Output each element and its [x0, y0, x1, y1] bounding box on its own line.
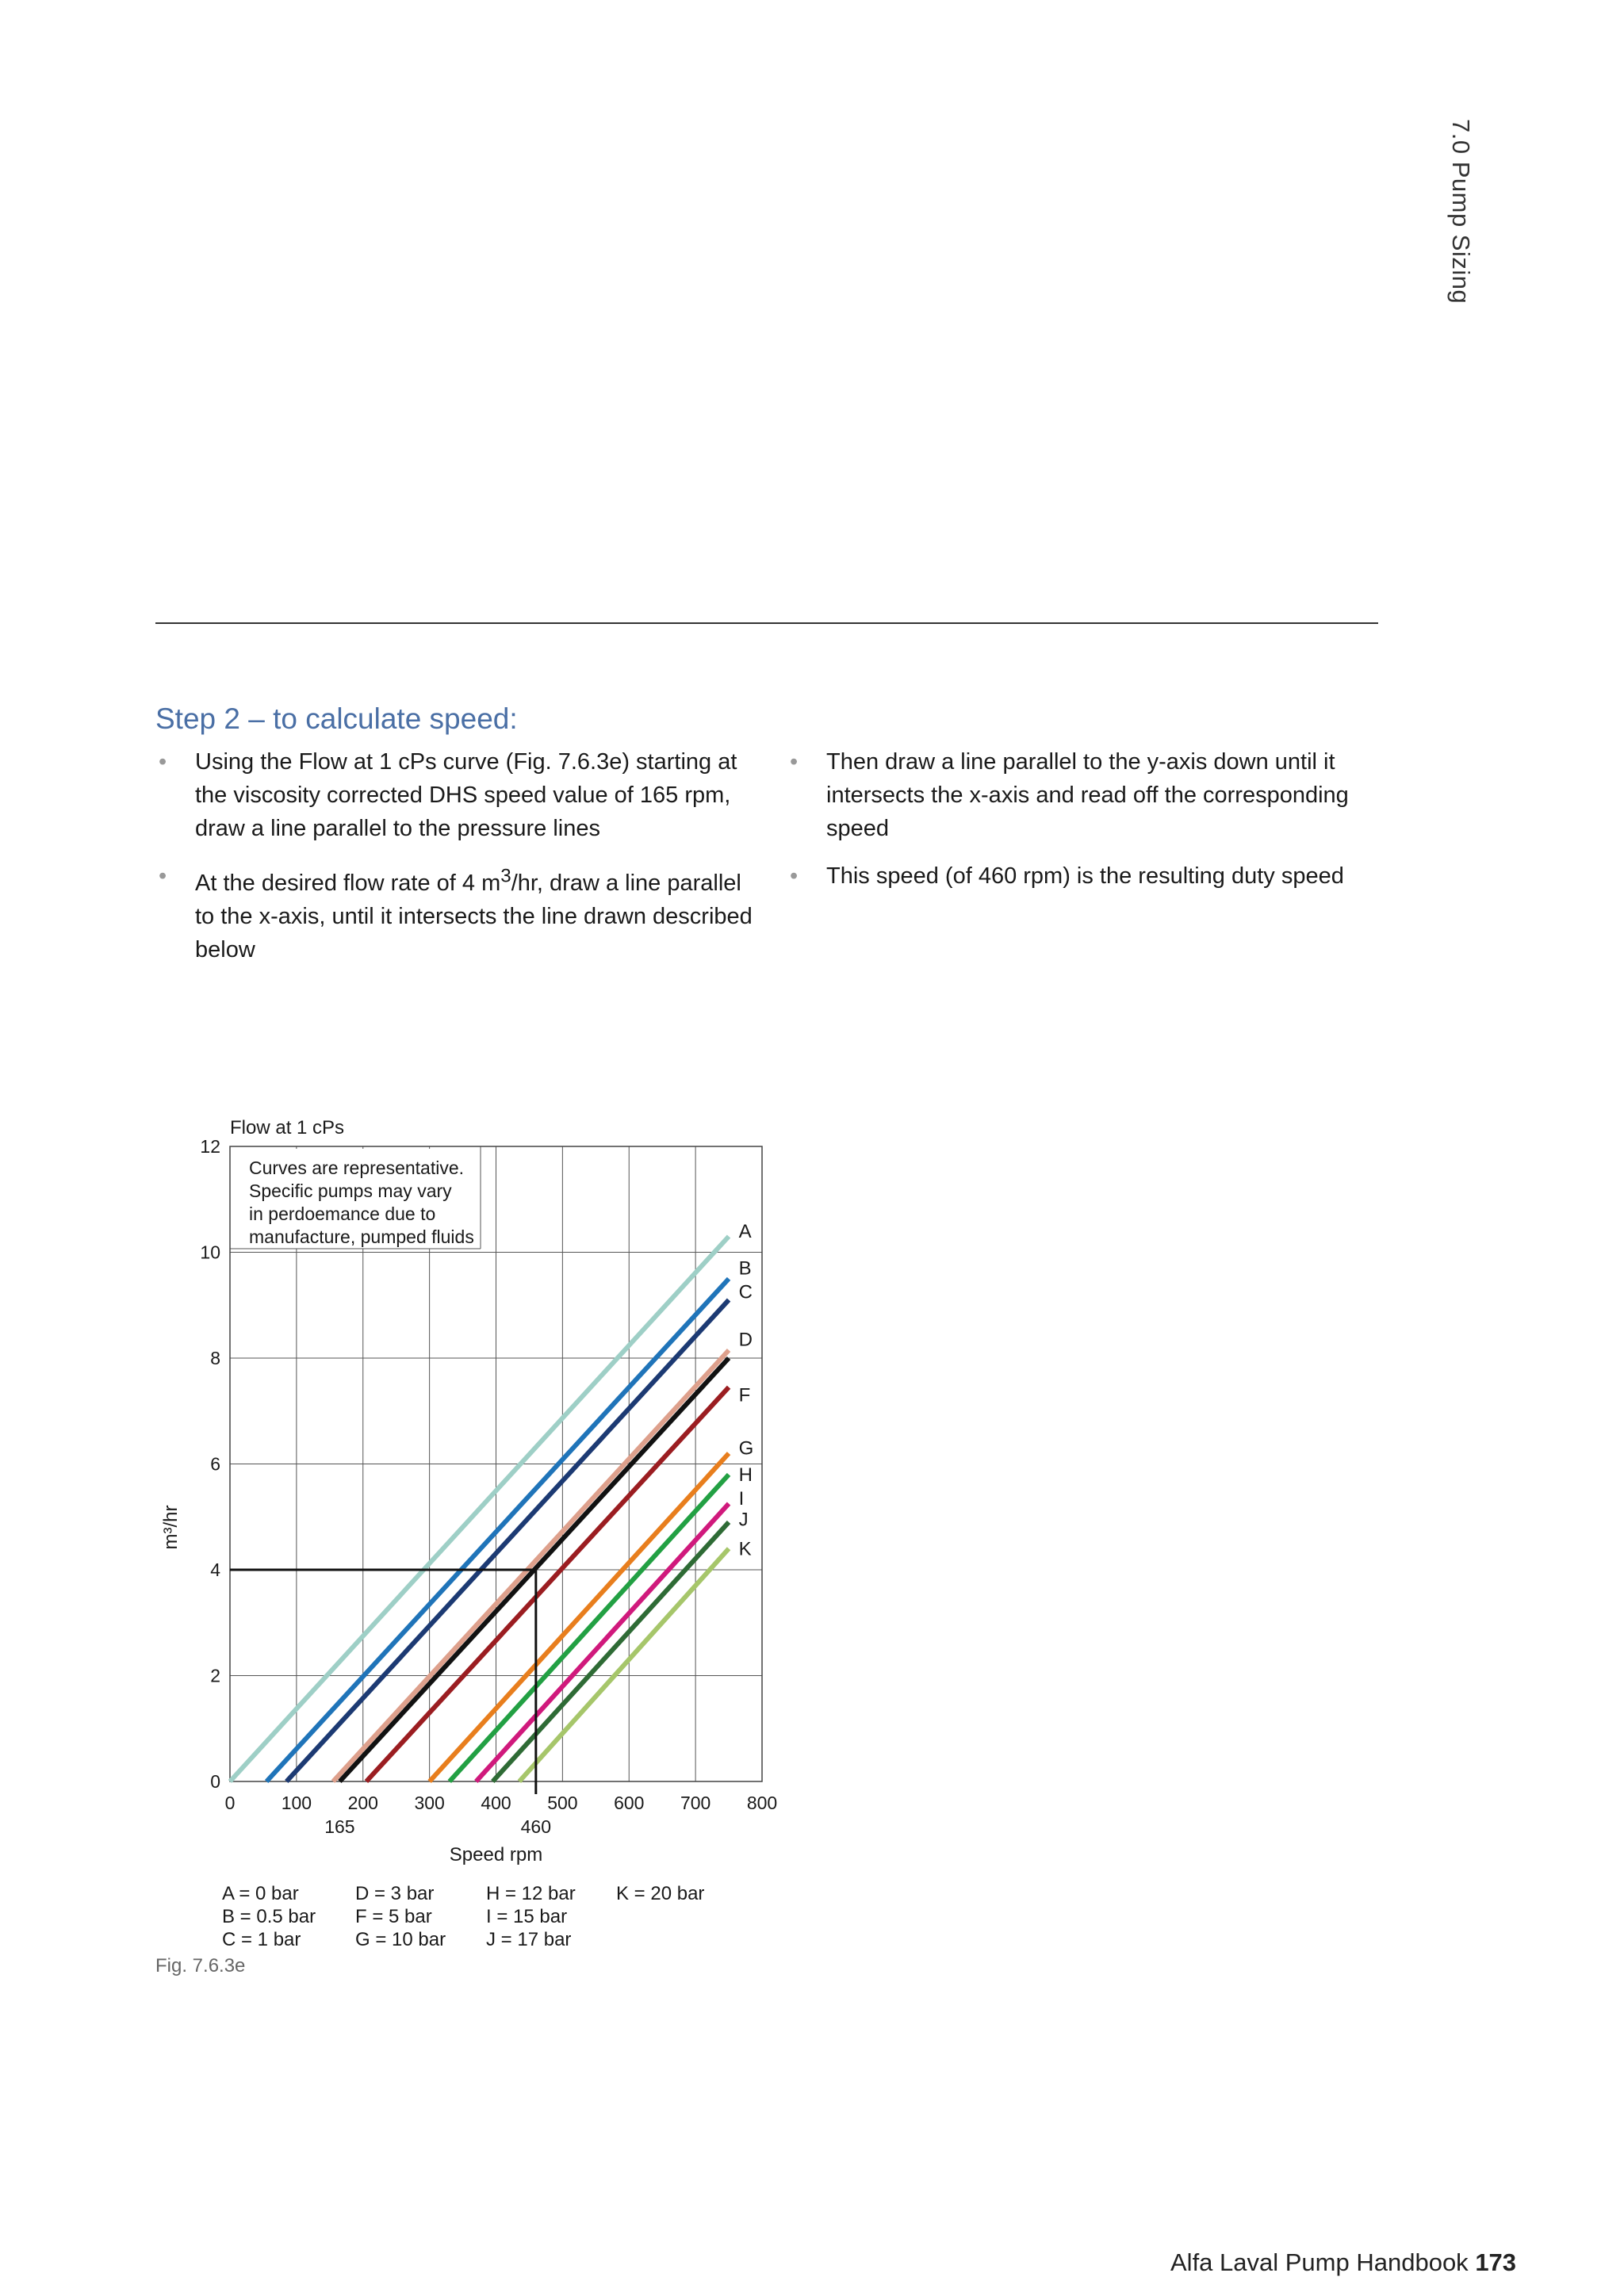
curve-label-h: H: [738, 1464, 753, 1486]
bullet-list-right: [787, 745, 1389, 907]
bullet-text: Then draw a line parallel to the y-axis down until it intersects the x-axis and read off the corresponding speed: [826, 749, 1349, 841]
x-tick-label: 200: [347, 1793, 378, 1813]
footer-title: Alfa Laval Pump Handbook: [1170, 2248, 1469, 2276]
legend-entry: J = 17 bar: [486, 1929, 572, 1950]
y-tick-label: 10: [200, 1242, 220, 1263]
curve-label-i: I: [738, 1487, 745, 1510]
curve-label-d: D: [738, 1329, 753, 1351]
legend-column: [355, 1882, 446, 1951]
bullet-dot-icon: •: [790, 749, 799, 775]
x-tick-label: 600: [614, 1793, 645, 1813]
series-line-c: [286, 1300, 729, 1781]
y-axis-label: m³/hr: [160, 1505, 182, 1550]
step-heading: Step 2 – to calculate speed:: [155, 702, 518, 735]
bullet-dot-icon: •: [790, 863, 799, 889]
x-tick-label: 300: [414, 1793, 445, 1813]
series-line-a: [230, 1236, 729, 1781]
series-line-j: [492, 1522, 729, 1781]
chart-note-line: manufacture, pumped fluids: [249, 1226, 474, 1247]
page-number: 173: [1475, 2248, 1517, 2276]
legend-column: [222, 1882, 316, 1951]
legend-column: [616, 1882, 704, 1905]
y-tick-label: 4: [210, 1559, 220, 1580]
bullet-text: This speed (of 460 rpm) is the resulting duty speed: [826, 863, 1344, 889]
flow-chart-svg: [155, 1102, 814, 1879]
bullet-item: [787, 745, 1389, 845]
x-tick-label: 800: [746, 1793, 778, 1813]
legend-entry: C = 1 bar: [222, 1929, 301, 1950]
chart-note-line: Specific pumps may vary: [249, 1181, 452, 1201]
y-tick-label: 2: [210, 1665, 220, 1686]
legend-entry: I = 15 bar: [486, 1906, 568, 1927]
legend-entry: H = 12 bar: [486, 1883, 576, 1904]
bullet-item: [787, 859, 1389, 893]
legend-entry: D = 3 bar: [355, 1883, 435, 1904]
x-marker-label: 460: [520, 1816, 552, 1837]
legend-entry: F = 5 bar: [355, 1906, 432, 1927]
curve-label-a: A: [738, 1220, 752, 1242]
legend-column: [486, 1882, 576, 1951]
legend-entry: A = 0 bar: [222, 1883, 299, 1904]
horizontal-rule: [155, 622, 1378, 624]
legend-entry: B = 0.5 bar: [222, 1906, 316, 1927]
series-line-i: [476, 1504, 729, 1781]
bullet-item: [155, 745, 758, 845]
bullet-dot-icon: •: [159, 863, 167, 889]
chart-title: Flow at 1 cPs: [230, 1117, 345, 1138]
x-marker-label: 165: [324, 1816, 355, 1837]
x-tick-label: 100: [281, 1793, 312, 1813]
curve-label-g: G: [738, 1437, 754, 1460]
y-tick-label: 6: [210, 1453, 220, 1475]
legend-entry: G = 10 bar: [355, 1929, 446, 1950]
x-tick-label: 700: [680, 1793, 711, 1813]
bullet-list-left: [155, 745, 758, 981]
y-tick-label: 0: [210, 1771, 220, 1792]
curve-label-k: K: [738, 1538, 752, 1560]
curve-label-j: J: [738, 1509, 749, 1531]
page-footer: [1170, 2248, 1516, 2277]
series-line-g: [430, 1453, 729, 1781]
curve-label-c: C: [738, 1281, 753, 1303]
y-tick-label: 8: [210, 1348, 220, 1368]
series-line-h: [450, 1475, 729, 1781]
bullet-item: [155, 859, 758, 966]
x-tick-label: 500: [547, 1793, 578, 1813]
chart-note-line: in perdoemance due to: [249, 1203, 436, 1224]
x-axis-label: Speed rpm: [449, 1844, 543, 1866]
figure-caption: Fig. 7.6.3e: [155, 1955, 246, 1976]
x-tick-label: 400: [481, 1793, 511, 1813]
curve-label-f: F: [738, 1384, 751, 1406]
bullet-dot-icon: •: [159, 749, 167, 775]
flow-chart: [155, 1102, 814, 1998]
legend-entry: K = 20 bar: [616, 1883, 705, 1904]
curve-label-b: B: [738, 1257, 752, 1280]
bullet-text: At the desired flow rate of 4 $m^3/hr$, draw a line parallel to the x-axis, until it intersects the line drawn described below: [195, 865, 753, 962]
x-tick-label: 0: [224, 1793, 236, 1813]
y-tick-label: 12: [200, 1136, 220, 1157]
bullet-text: Using the Flow at 1 cPs curve (Fig. 7.6.3e) starting at the viscosity corrected DHS speed value of 165 rpm, draw a line parallel to the pressure lines: [195, 749, 737, 841]
section-tab: 7.0 Pump Sizing: [1447, 119, 1475, 304]
chart-note-line: Curves are representative.: [249, 1158, 465, 1178]
